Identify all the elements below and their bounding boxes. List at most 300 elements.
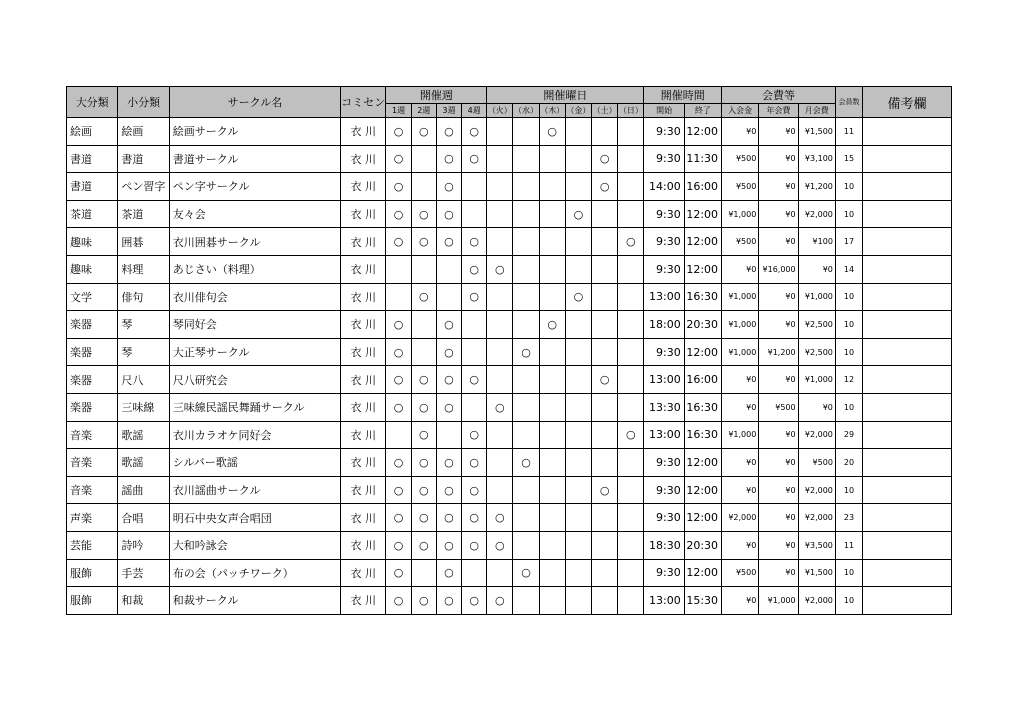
cell-day-3-mark <box>539 255 565 283</box>
cell-week-2-mark: ○ <box>411 587 436 615</box>
cell-week-1-mark: ○ <box>386 531 411 559</box>
cell-entry-fee: ¥1,000 <box>722 283 759 311</box>
cell-week-4-mark <box>462 393 487 421</box>
cell-remarks <box>863 311 952 339</box>
cell-week-1-mark: ○ <box>386 173 411 201</box>
cell-day-5-mark <box>592 531 618 559</box>
table-row <box>67 200 952 228</box>
cell-end-time: 20:30 <box>684 531 721 559</box>
cell-monthly-fee: ¥2,000 <box>798 504 835 532</box>
cell-circle-name: 衣川謡曲サークル <box>169 476 340 504</box>
cell-entry-fee: ¥1,000 <box>722 421 759 449</box>
cell-day-6-mark <box>618 559 644 587</box>
cell-entry-fee: ¥0 <box>722 255 759 283</box>
cell-community-center: 衣 川 <box>341 118 386 146</box>
cell-week-2-mark <box>411 338 436 366</box>
cell-day-6-mark <box>618 145 644 173</box>
cell-week-2-mark: ○ <box>411 283 436 311</box>
cell-end-time: 12:00 <box>684 118 721 146</box>
cell-day-1-mark: ○ <box>487 587 513 615</box>
cell-monthly-fee: ¥2,500 <box>798 311 835 339</box>
cell-day-6-mark <box>618 476 644 504</box>
cell-circle-name: シルバー歌謡 <box>169 449 340 477</box>
cell-entry-fee: ¥0 <box>722 393 759 421</box>
cell-week-3-mark: ○ <box>436 228 461 256</box>
cell-week-1-mark: ○ <box>386 393 411 421</box>
cell-monthly-fee: ¥1,500 <box>798 559 835 587</box>
cell-week-3-mark: ○ <box>436 476 461 504</box>
cell-start-time: 13:00 <box>644 366 684 394</box>
cell-start-time: 18:30 <box>644 531 684 559</box>
cell-monthly-fee: ¥100 <box>798 228 835 256</box>
cell-end-time: 12:00 <box>684 200 721 228</box>
table-body <box>67 118 952 615</box>
cell-day-6-mark <box>618 255 644 283</box>
cell-community-center: 衣 川 <box>341 449 386 477</box>
cell-member-count: 10 <box>835 559 862 587</box>
cell-end-time: 12:00 <box>684 449 721 477</box>
cell-day-1-mark <box>487 145 513 173</box>
cell-major-category: 絵画 <box>67 118 118 146</box>
cell-remarks <box>863 587 952 615</box>
cell-start-time: 9:30 <box>644 504 684 532</box>
cell-member-count: 10 <box>835 173 862 201</box>
cell-start-time: 9:30 <box>644 200 684 228</box>
cell-monthly-fee: ¥2,500 <box>798 338 835 366</box>
cell-day-5-mark <box>592 311 618 339</box>
cell-minor-category: 俳句 <box>118 283 169 311</box>
cell-monthly-fee: ¥1,200 <box>798 173 835 201</box>
cell-community-center: 衣 川 <box>341 504 386 532</box>
cell-major-category: 楽器 <box>67 338 118 366</box>
cell-annual-fee: ¥0 <box>759 366 798 394</box>
cell-day-1-mark <box>487 118 513 146</box>
cell-end-time: 16:00 <box>684 366 721 394</box>
cell-day-6-mark <box>618 393 644 421</box>
cell-week-2-mark <box>411 173 436 201</box>
cell-week-4-mark: ○ <box>462 449 487 477</box>
cell-annual-fee: ¥0 <box>759 476 798 504</box>
cell-start-time: 9:30 <box>644 255 684 283</box>
table-row <box>67 531 952 559</box>
header-community-center: コミセン <box>341 87 386 118</box>
header-week: 開催週 <box>386 87 487 104</box>
cell-week-2-mark: ○ <box>411 366 436 394</box>
header-entry-fee: 入会金 <box>722 104 759 118</box>
cell-day-1-mark <box>487 338 513 366</box>
cell-week-1-mark: ○ <box>386 587 411 615</box>
cell-day-4-mark <box>565 366 591 394</box>
cell-day-3-mark <box>539 504 565 532</box>
cell-start-time: 9:30 <box>644 559 684 587</box>
cell-community-center: 衣 川 <box>341 283 386 311</box>
table-row <box>67 587 952 615</box>
cell-day-6-mark <box>618 449 644 477</box>
cell-day-4-mark <box>565 255 591 283</box>
cell-start-time: 9:30 <box>644 476 684 504</box>
cell-member-count: 23 <box>835 504 862 532</box>
cell-week-1-mark: ○ <box>386 118 411 146</box>
cell-week-1-mark: ○ <box>386 228 411 256</box>
cell-annual-fee: ¥0 <box>759 531 798 559</box>
cell-entry-fee: ¥0 <box>722 587 759 615</box>
cell-member-count: 29 <box>835 421 862 449</box>
cell-minor-category: 書道 <box>118 145 169 173</box>
cell-start-time: 13:00 <box>644 421 684 449</box>
cell-start-time: 13:00 <box>644 283 684 311</box>
cell-day-6-mark: ○ <box>618 228 644 256</box>
cell-start-time: 9:30 <box>644 449 684 477</box>
cell-week-3-mark <box>436 255 461 283</box>
cell-day-4-mark <box>565 173 591 201</box>
cell-week-2-mark: ○ <box>411 476 436 504</box>
cell-day-1-mark <box>487 449 513 477</box>
cell-day-5-mark <box>592 393 618 421</box>
cell-week-2-mark: ○ <box>411 449 436 477</box>
cell-week-3-mark: ○ <box>436 504 461 532</box>
cell-major-category: 楽器 <box>67 366 118 394</box>
cell-week-1-mark: ○ <box>386 559 411 587</box>
cell-member-count: 10 <box>835 587 862 615</box>
cell-day-6-mark <box>618 587 644 615</box>
cell-week-3-mark: ○ <box>436 366 461 394</box>
cell-day-2-mark <box>513 311 539 339</box>
cell-week-1-mark: ○ <box>386 338 411 366</box>
cell-start-time: 18:00 <box>644 311 684 339</box>
cell-day-1-mark: ○ <box>487 504 513 532</box>
header-week-2: 2週 <box>411 104 436 118</box>
cell-community-center: 衣 川 <box>341 366 386 394</box>
cell-monthly-fee: ¥2,000 <box>798 200 835 228</box>
cell-day-2-mark <box>513 587 539 615</box>
table-row <box>67 476 952 504</box>
cell-day-4-mark <box>565 145 591 173</box>
cell-day-1-mark: ○ <box>487 393 513 421</box>
cell-day-3-mark <box>539 228 565 256</box>
cell-day-2-mark <box>513 200 539 228</box>
cell-monthly-fee: ¥3,100 <box>798 145 835 173</box>
cell-minor-category: 料理 <box>118 255 169 283</box>
cell-end-time: 16:00 <box>684 173 721 201</box>
cell-day-3-mark: ○ <box>539 118 565 146</box>
cell-entry-fee: ¥500 <box>722 145 759 173</box>
cell-day-1-mark <box>487 421 513 449</box>
cell-entry-fee: ¥0 <box>722 531 759 559</box>
cell-week-4-mark <box>462 311 487 339</box>
cell-week-1-mark <box>386 421 411 449</box>
cell-entry-fee: ¥1,000 <box>722 200 759 228</box>
cell-minor-category: 絵画 <box>118 118 169 146</box>
cell-monthly-fee: ¥0 <box>798 393 835 421</box>
cell-day-3-mark <box>539 531 565 559</box>
cell-week-2-mark: ○ <box>411 228 436 256</box>
cell-remarks <box>863 421 952 449</box>
cell-week-4-mark: ○ <box>462 504 487 532</box>
cell-major-category: 服飾 <box>67 559 118 587</box>
cell-member-count: 20 <box>835 449 862 477</box>
cell-minor-category: ペン習字 <box>118 173 169 201</box>
cell-remarks <box>863 476 952 504</box>
cell-member-count: 12 <box>835 366 862 394</box>
cell-week-4-mark: ○ <box>462 145 487 173</box>
cell-day-4-mark: ○ <box>565 200 591 228</box>
cell-circle-name: 三味線民謡民舞踊サークル <box>169 393 340 421</box>
cell-day-1-mark: ○ <box>487 255 513 283</box>
cell-end-time: 11:30 <box>684 145 721 173</box>
cell-week-4-mark <box>462 200 487 228</box>
cell-day-2-mark <box>513 393 539 421</box>
cell-day-5-mark <box>592 200 618 228</box>
cell-week-4-mark <box>462 173 487 201</box>
cell-week-1-mark: ○ <box>386 476 411 504</box>
cell-member-count: 15 <box>835 145 862 173</box>
cell-community-center: 衣 川 <box>341 338 386 366</box>
cell-day-3-mark <box>539 200 565 228</box>
cell-week-4-mark: ○ <box>462 118 487 146</box>
cell-circle-name: 尺八研究会 <box>169 366 340 394</box>
cell-member-count: 14 <box>835 255 862 283</box>
cell-week-1-mark: ○ <box>386 311 411 339</box>
table-row <box>67 255 952 283</box>
cell-major-category: 趣味 <box>67 228 118 256</box>
cell-week-1-mark: ○ <box>386 200 411 228</box>
table-row <box>67 393 952 421</box>
cell-monthly-fee: ¥1,500 <box>798 118 835 146</box>
cell-day-6-mark <box>618 504 644 532</box>
cell-remarks <box>863 200 952 228</box>
cell-entry-fee: ¥0 <box>722 449 759 477</box>
cell-day-4-mark <box>565 504 591 532</box>
header-day-2: （水） <box>513 104 539 118</box>
header-week-3: 3週 <box>436 104 461 118</box>
cell-major-category: 茶道 <box>67 200 118 228</box>
cell-end-time: 16:30 <box>684 421 721 449</box>
cell-monthly-fee: ¥2,000 <box>798 587 835 615</box>
cell-annual-fee: ¥1,000 <box>759 587 798 615</box>
cell-day-5-mark <box>592 587 618 615</box>
cell-day-6-mark <box>618 311 644 339</box>
cell-member-count: 10 <box>835 338 862 366</box>
cell-week-2-mark <box>411 145 436 173</box>
cell-start-time: 9:30 <box>644 145 684 173</box>
header-day-3: （木） <box>539 104 565 118</box>
cell-remarks <box>863 173 952 201</box>
cell-minor-category: 謡曲 <box>118 476 169 504</box>
cell-remarks <box>863 449 952 477</box>
cell-week-1-mark: ○ <box>386 145 411 173</box>
cell-week-4-mark: ○ <box>462 228 487 256</box>
table-row <box>67 283 952 311</box>
cell-day-3-mark <box>539 173 565 201</box>
cell-day-5-mark: ○ <box>592 366 618 394</box>
cell-start-time: 9:30 <box>644 338 684 366</box>
cell-circle-name: 琴同好会 <box>169 311 340 339</box>
cell-week-2-mark: ○ <box>411 200 436 228</box>
cell-member-count: 17 <box>835 228 862 256</box>
cell-monthly-fee: ¥0 <box>798 255 835 283</box>
header-row-top <box>67 87 952 104</box>
cell-day-2-mark <box>513 228 539 256</box>
table-row <box>67 421 952 449</box>
cell-day-2-mark <box>513 173 539 201</box>
cell-monthly-fee: ¥2,000 <box>798 476 835 504</box>
cell-entry-fee: ¥0 <box>722 366 759 394</box>
table-row <box>67 338 952 366</box>
table-row <box>67 173 952 201</box>
cell-circle-name: 衣川俳句会 <box>169 283 340 311</box>
cell-monthly-fee: ¥1,000 <box>798 283 835 311</box>
header-minor-category: 小分類 <box>118 87 169 118</box>
cell-community-center: 衣 川 <box>341 145 386 173</box>
cell-entry-fee: ¥500 <box>722 228 759 256</box>
header-day-6: （日） <box>618 104 644 118</box>
cell-day-1-mark <box>487 283 513 311</box>
cell-week-3-mark: ○ <box>436 393 461 421</box>
cell-day-4-mark: ○ <box>565 283 591 311</box>
cell-day-2-mark: ○ <box>513 338 539 366</box>
cell-circle-name: 和裁サークル <box>169 587 340 615</box>
cell-community-center: 衣 川 <box>341 559 386 587</box>
cell-member-count: 11 <box>835 118 862 146</box>
cell-day-4-mark <box>565 559 591 587</box>
cell-week-3-mark: ○ <box>436 311 461 339</box>
cell-day-4-mark <box>565 421 591 449</box>
cell-minor-category: 琴 <box>118 338 169 366</box>
cell-annual-fee: ¥500 <box>759 393 798 421</box>
cell-remarks <box>863 338 952 366</box>
cell-annual-fee: ¥1,200 <box>759 338 798 366</box>
cell-minor-category: 尺八 <box>118 366 169 394</box>
cell-minor-category: 囲碁 <box>118 228 169 256</box>
cell-annual-fee: ¥0 <box>759 283 798 311</box>
cell-week-4-mark <box>462 338 487 366</box>
cell-week-4-mark: ○ <box>462 587 487 615</box>
cell-major-category: 書道 <box>67 173 118 201</box>
table-row <box>67 366 952 394</box>
header-day-5: （土） <box>592 104 618 118</box>
cell-major-category: 書道 <box>67 145 118 173</box>
cell-community-center: 衣 川 <box>341 311 386 339</box>
cell-major-category: 芸能 <box>67 531 118 559</box>
cell-day-4-mark <box>565 228 591 256</box>
cell-remarks <box>863 145 952 173</box>
cell-end-time: 12:00 <box>684 559 721 587</box>
cell-day-3-mark <box>539 366 565 394</box>
cell-week-3-mark: ○ <box>436 449 461 477</box>
cell-day-3-mark <box>539 449 565 477</box>
cell-entry-fee: ¥500 <box>722 559 759 587</box>
cell-monthly-fee: ¥2,000 <box>798 421 835 449</box>
cell-annual-fee: ¥0 <box>759 311 798 339</box>
cell-day-4-mark <box>565 311 591 339</box>
cell-remarks <box>863 283 952 311</box>
cell-day-2-mark <box>513 421 539 449</box>
cell-remarks <box>863 366 952 394</box>
cell-day-2-mark <box>513 504 539 532</box>
cell-end-time: 12:00 <box>684 476 721 504</box>
cell-entry-fee: ¥0 <box>722 476 759 504</box>
cell-week-4-mark: ○ <box>462 476 487 504</box>
cell-day-1-mark <box>487 476 513 504</box>
table-row <box>67 311 952 339</box>
cell-annual-fee: ¥16,000 <box>759 255 798 283</box>
cell-week-3-mark: ○ <box>436 338 461 366</box>
cell-day-2-mark <box>513 145 539 173</box>
cell-monthly-fee: ¥3,500 <box>798 531 835 559</box>
cell-circle-name: 明石中央女声合唱団 <box>169 504 340 532</box>
cell-day-4-mark <box>565 118 591 146</box>
cell-circle-name: 大正琴サークル <box>169 338 340 366</box>
cell-day-1-mark: ○ <box>487 531 513 559</box>
cell-entry-fee: ¥2,000 <box>722 504 759 532</box>
table-row <box>67 145 952 173</box>
cell-start-time: 14:00 <box>644 173 684 201</box>
cell-entry-fee: ¥0 <box>722 118 759 146</box>
cell-week-4-mark: ○ <box>462 421 487 449</box>
cell-day-2-mark <box>513 118 539 146</box>
cell-monthly-fee: ¥1,000 <box>798 366 835 394</box>
cell-day-6-mark <box>618 118 644 146</box>
cell-major-category: 趣味 <box>67 255 118 283</box>
cell-week-2-mark <box>411 559 436 587</box>
cell-member-count: 10 <box>835 283 862 311</box>
cell-circle-name: 友々会 <box>169 200 340 228</box>
cell-day-6-mark <box>618 200 644 228</box>
cell-remarks <box>863 118 952 146</box>
cell-circle-name: 衣川囲碁サークル <box>169 228 340 256</box>
cell-week-2-mark: ○ <box>411 393 436 421</box>
cell-end-time: 12:00 <box>684 255 721 283</box>
cell-day-6-mark <box>618 366 644 394</box>
cell-day-1-mark <box>487 173 513 201</box>
cell-day-6-mark <box>618 338 644 366</box>
cell-day-3-mark <box>539 393 565 421</box>
cell-major-category: 服飾 <box>67 587 118 615</box>
cell-week-2-mark: ○ <box>411 118 436 146</box>
cell-monthly-fee: ¥500 <box>798 449 835 477</box>
cell-day-3-mark <box>539 338 565 366</box>
cell-week-3-mark: ○ <box>436 118 461 146</box>
cell-day-5-mark <box>592 283 618 311</box>
cell-end-time: 12:00 <box>684 338 721 366</box>
cell-major-category: 音楽 <box>67 476 118 504</box>
cell-week-4-mark: ○ <box>462 283 487 311</box>
circle-schedule-table <box>66 86 952 615</box>
cell-week-3-mark <box>436 283 461 311</box>
cell-week-2-mark: ○ <box>411 421 436 449</box>
cell-week-3-mark: ○ <box>436 173 461 201</box>
cell-community-center: 衣 川 <box>341 200 386 228</box>
cell-community-center: 衣 川 <box>341 393 386 421</box>
cell-day-2-mark <box>513 531 539 559</box>
cell-day-2-mark: ○ <box>513 559 539 587</box>
table-row <box>67 449 952 477</box>
cell-day-1-mark <box>487 311 513 339</box>
table-row <box>67 559 952 587</box>
cell-day-3-mark <box>539 559 565 587</box>
cell-day-5-mark <box>592 449 618 477</box>
cell-circle-name: 大和吟詠会 <box>169 531 340 559</box>
cell-day-2-mark <box>513 255 539 283</box>
table-row <box>67 118 952 146</box>
cell-minor-category: 茶道 <box>118 200 169 228</box>
cell-major-category: 音楽 <box>67 449 118 477</box>
cell-day-3-mark <box>539 145 565 173</box>
cell-end-time: 12:00 <box>684 228 721 256</box>
cell-week-3-mark: ○ <box>436 559 461 587</box>
cell-week-1-mark <box>386 255 411 283</box>
cell-day-2-mark <box>513 476 539 504</box>
